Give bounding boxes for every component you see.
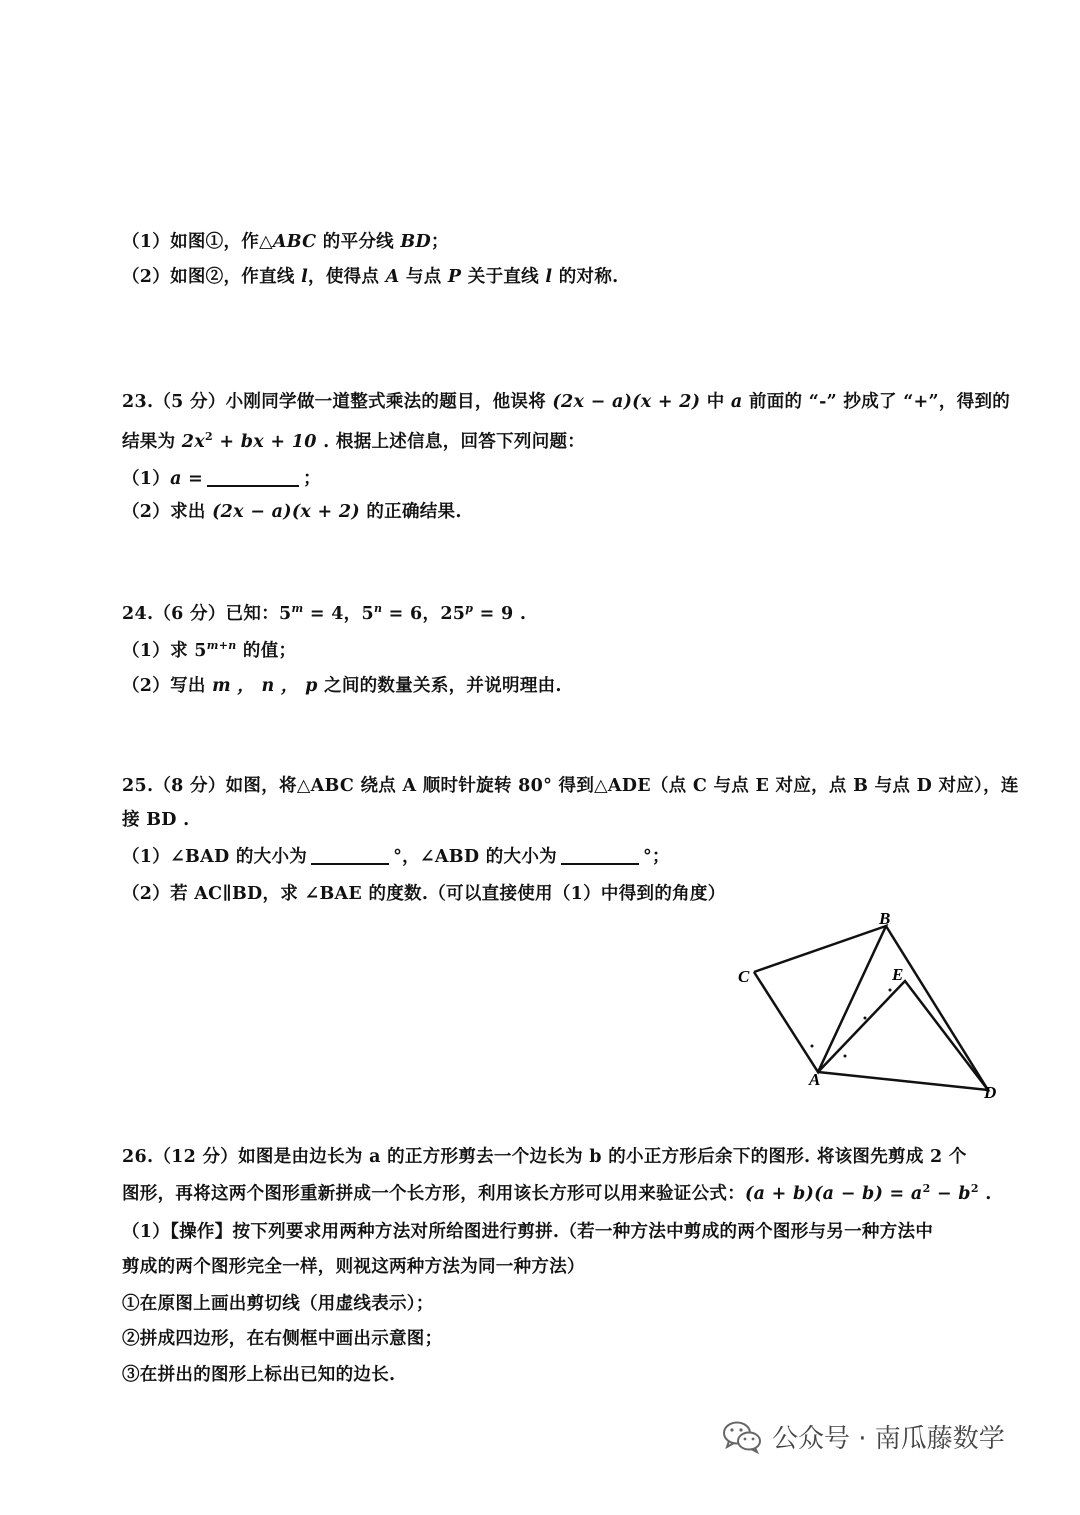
triangle-abc: [754, 926, 886, 1072]
q26-line4: 剪成的两个图形完全一样，则视这两种方法为同一种方法）: [122, 1257, 585, 1277]
q26-line1: 26.（12 分）如图是由边长为 a 的正方形剪去一个边长为 b 的小正方形后余下的图形. 将该图先剪成 2 个: [122, 1147, 967, 1167]
rotation-figure: [728, 905, 1018, 1105]
label-d: D: [984, 1083, 997, 1102]
q25-line2: 接 BD .: [122, 810, 190, 830]
watermark: [722, 1418, 1005, 1455]
tick-mark: [864, 1017, 867, 1020]
q25-part1: （1）∠BAD 的大小为 °，∠ABD 的大小为 °；: [122, 847, 670, 867]
label-e: E: [892, 965, 904, 984]
q24-line1: 24.（6 分）已知：$5^m = 4$，$5^n = 6$，$25^p = 9$ .: [122, 602, 527, 624]
q26-line3: （1）【操作】按下列要求用两种方法对所给图进行剪拼.（若一种方法中剪成的两个图形与另一种方法中: [122, 1222, 934, 1242]
q22-part1: （1）如图①，作△ABC 的平分线 BD；: [122, 232, 449, 252]
q25-part2: （2）若 AC∥BD，求 ∠BAE 的度数.（可以直接使用（1）中得到的角度）: [122, 884, 726, 904]
tick-mark: [811, 1045, 814, 1048]
q26-step1: ①在原图上画出剪切线（用虚线表示）；: [122, 1294, 434, 1314]
tick-mark: [844, 1055, 847, 1058]
wechat-icon: [722, 1420, 762, 1454]
q26-line2: 图形，再将这两个图形重新拼成一个长方形，利用该长方形可以用来验证公式：$(a + b)(a - b) = a^2 - b^2$ .: [122, 1182, 992, 1204]
q26-step3: ③在拼出的图形上标出已知的边长.: [122, 1365, 396, 1385]
q23-line2: 结果为 $2x^2$ + bx + 10 . 根据上述信息，回答下列问题：: [122, 430, 586, 452]
tick-mark: [889, 989, 892, 992]
q23-part2: （2）求出 (2x − a)(x + 2) 的正确结果.: [122, 502, 462, 522]
q24-part1: （1）求 $5^{m+n}$ 的值；: [122, 639, 297, 661]
q23-line1: 23.（5 分）小刚同学做一道整式乘法的题目，他误将 (2x − a)(x + 2) 中 a 前面的 “-” 抄成了 “+”，得到的: [122, 392, 1011, 412]
label-c: C: [738, 967, 750, 986]
answer-blank-bad[interactable]: [311, 845, 389, 865]
answer-blank-a[interactable]: [207, 467, 299, 487]
q25-line1: 25.（8 分）如图，将△ABC 绕点 A 顺时针旋转 80° 得到△ADE（点 C 与点 E 对应，点 B 与点 D 对应），连: [122, 776, 1019, 796]
q26-step2: ②拼成四边形，在右侧框中画出示意图；: [122, 1329, 443, 1349]
watermark-text: 公众号 · 南瓜藤数学: [772, 1424, 1005, 1454]
q22-part2: （2）如图②，作直线 l，使得点 A 与点 P 关于直线 l 的对称.: [122, 267, 619, 287]
q23-part1: （1）a = ；: [122, 469, 321, 489]
label-b: B: [879, 909, 891, 928]
q24-part2: （2）写出 m ， n ， p 之间的数量关系，并说明理由.: [122, 676, 562, 696]
answer-blank-abd[interactable]: [561, 845, 639, 865]
label-a: A: [809, 1070, 821, 1089]
segment-bd-ad: [818, 926, 988, 1090]
